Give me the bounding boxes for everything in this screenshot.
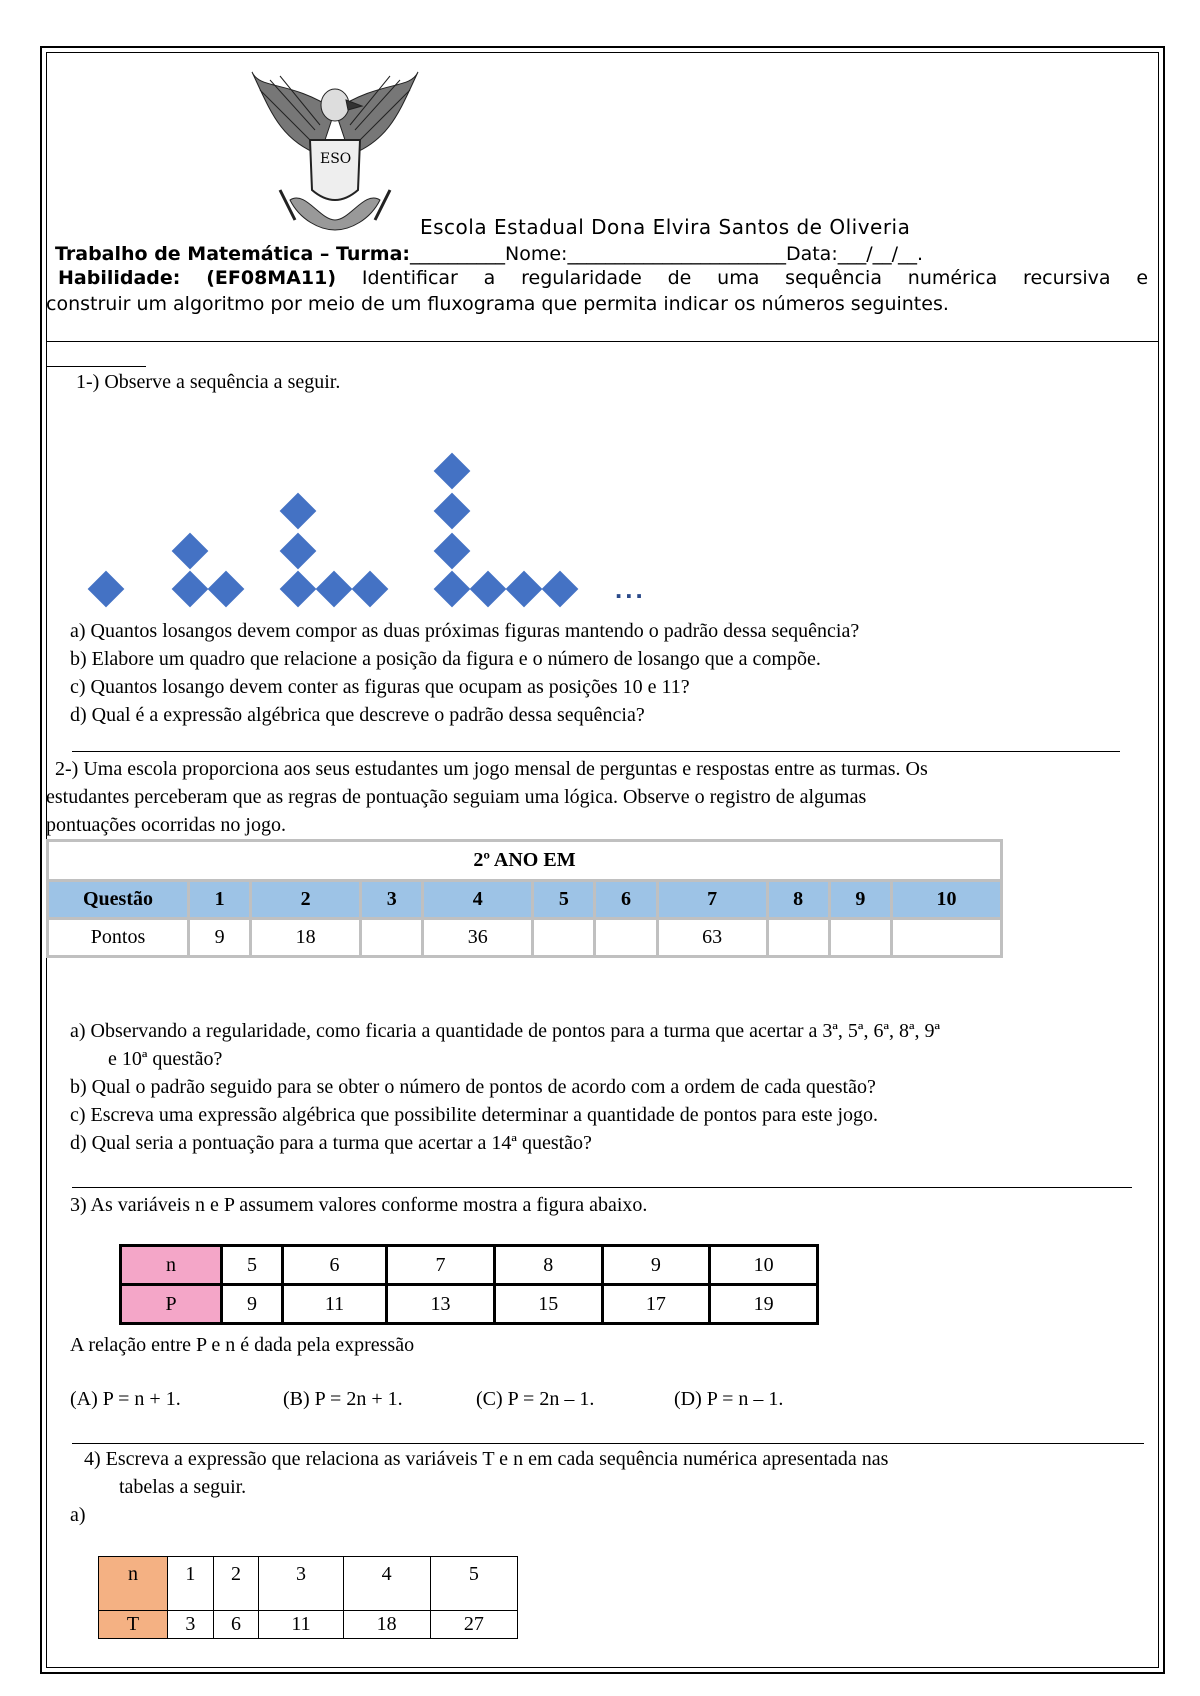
- q1-title: 1-) Observe a sequência a seguir.: [76, 371, 341, 393]
- question-cell: 9: [829, 881, 891, 919]
- np-table: [119, 1244, 819, 1325]
- n-cell: 5: [222, 1246, 283, 1285]
- t-label: T: [99, 1611, 168, 1639]
- logo-text: ESO: [320, 151, 352, 167]
- question-cell: 4: [423, 881, 533, 919]
- q2-intro-1: 2-) Uma escola proporciona aos seus estudantes um jogo mensal de perguntas e respostas entre as turmas. Os: [55, 758, 928, 780]
- question-cell: 7: [657, 881, 767, 919]
- points-cell: 36: [423, 919, 533, 957]
- turma-blank: __________: [410, 243, 506, 265]
- name-field-label: Nome:_______________________: [505, 243, 786, 265]
- n-label: n: [121, 1246, 222, 1285]
- points-row: [48, 919, 1002, 957]
- q2-item-d: d) Qual seria a pontuação para a turma que acertar a 14ª questão?: [70, 1132, 592, 1154]
- score-table: [46, 839, 1003, 958]
- p-cell: 19: [710, 1285, 818, 1324]
- p-cell: 11: [282, 1285, 386, 1324]
- q1-item-b: b) Elabore um quadro que relacione a posição da figura e o número de losango que a compõe.: [70, 648, 821, 670]
- skill-code: (EF08MA11): [206, 267, 337, 289]
- divider: [72, 1187, 1132, 1188]
- n-cell: 6: [282, 1246, 386, 1285]
- t-n-label: n: [99, 1557, 168, 1611]
- points-cell: 18: [251, 919, 361, 957]
- question-cell: 5: [533, 881, 595, 919]
- q3-relation: A relação entre P e n é dada pela expressão: [70, 1334, 415, 1356]
- divider: [46, 341, 1159, 342]
- question-cell: 8: [767, 881, 829, 919]
- skill-line-1: [58, 267, 1148, 289]
- t-n-cell: 4: [343, 1557, 430, 1611]
- q3-option-c: (C) P = 2n – 1.: [476, 1388, 595, 1410]
- points-cell: [533, 919, 595, 957]
- q4-title-1: 4) Escreva a expressão que relaciona as variáveis T e n em cada sequência numérica apresentada nas: [84, 1448, 889, 1470]
- points-cell: [829, 919, 891, 957]
- q1-item-a: a) Quantos losangos devem compor as duas próximas figuras mantendo o padrão dessa sequência?: [70, 620, 860, 642]
- skill-text-2: construir um algoritmo por meio de um fluxograma que permita indicar os números seguintes.: [46, 293, 949, 315]
- q2-intro-3: pontuações ocorridas no jogo.: [46, 814, 286, 836]
- divider: [72, 1443, 1144, 1444]
- t-cell: 27: [430, 1611, 517, 1639]
- n-cell: 10: [710, 1246, 818, 1285]
- divider: [46, 366, 146, 367]
- question-cell: 2: [251, 881, 361, 919]
- t-n-cell: 1: [168, 1557, 214, 1611]
- p-cell: 17: [602, 1285, 710, 1324]
- n-cell: 8: [494, 1246, 602, 1285]
- n-cell: 7: [387, 1246, 495, 1285]
- points-cell: 9: [189, 919, 251, 957]
- question-cell: 10: [891, 881, 1001, 919]
- q2-item-a: a) Observando a regularidade, como ficaria a quantidade de pontos para a turma que acertar a 3ª, 5ª, 6ª, 8ª, 9ª: [70, 1020, 940, 1042]
- q3-option-b: (B) P = 2n + 1.: [283, 1388, 403, 1410]
- q4-sub-a: a): [70, 1504, 86, 1526]
- question-cell: 6: [595, 881, 657, 919]
- question-cell: 3: [361, 881, 423, 919]
- q1-item-c: c) Quantos losango devem conter as figuras que ocupam as posições 10 e 11?: [70, 676, 690, 698]
- t-cell: 3: [168, 1611, 214, 1639]
- header-line: [55, 243, 923, 265]
- t-n-row: [99, 1557, 518, 1611]
- skill-text-1: Identificar a regularidade de uma sequência numérica recursiva e: [361, 267, 1149, 289]
- t-cell: 11: [259, 1611, 343, 1639]
- points-cell: [767, 919, 829, 957]
- t-n-cell: 3: [259, 1557, 343, 1611]
- q2-item-a-cont: e 10ª questão?: [108, 1048, 223, 1070]
- n-row: [121, 1246, 818, 1285]
- p-cell: 9: [222, 1285, 283, 1324]
- skill-label: Habilidade:: [58, 267, 181, 289]
- q3-option-a: (A) P = n + 1.: [70, 1388, 181, 1410]
- p-cell: 15: [494, 1285, 602, 1324]
- points-cell: [891, 919, 1001, 957]
- t-cell: 6: [213, 1611, 259, 1639]
- points-cell: [595, 919, 657, 957]
- question-header: Questão: [48, 881, 189, 919]
- work-label: Trabalho de Matemática – Turma:: [55, 243, 411, 265]
- q3-title: 3) As variáveis n e P assumem valores conforme mostra a figura abaixo.: [70, 1194, 648, 1216]
- question-row: [48, 881, 1002, 919]
- n-cell: 9: [602, 1246, 710, 1285]
- t-n-cell: 2: [213, 1557, 259, 1611]
- p-label: P: [121, 1285, 222, 1324]
- q4-title-2: tabelas a seguir.: [119, 1476, 247, 1498]
- ellipsis: ...: [615, 574, 646, 604]
- points-cell: [361, 919, 423, 957]
- q2-intro-2: estudantes perceberam que as regras de pontuação seguiam uma lógica. Observe o registro de algumas: [46, 786, 867, 808]
- q3-option-d: (D) P = n – 1.: [674, 1388, 784, 1410]
- school-name: Escola Estadual Dona Elvira Santos de Oliveria: [420, 215, 911, 239]
- q2-item-c: c) Escreva uma expressão algébrica que possibilite determinar a quantidade de pontos para este jogo.: [70, 1104, 879, 1126]
- score-table-title: 2º ANO EM: [48, 841, 1002, 881]
- t-cell: 18: [343, 1611, 430, 1639]
- nt-table: [98, 1556, 518, 1639]
- question-cell: 1: [189, 881, 251, 919]
- points-cell: 63: [657, 919, 767, 957]
- p-row: [121, 1285, 818, 1324]
- points-header: Pontos: [48, 919, 189, 957]
- t-row: [99, 1611, 518, 1639]
- school-logo: [250, 70, 420, 235]
- t-n-cell: 5: [430, 1557, 517, 1611]
- divider: [72, 751, 1120, 752]
- q2-item-b: b) Qual o padrão seguido para se obter o número de pontos de acordo com a ordem de cada questão?: [70, 1076, 876, 1098]
- q1-item-d: d) Qual é a expressão algébrica que descreve o padrão dessa sequência?: [70, 704, 645, 726]
- date-field-label: Data:___/__/__.: [785, 243, 924, 265]
- p-cell: 13: [387, 1285, 495, 1324]
